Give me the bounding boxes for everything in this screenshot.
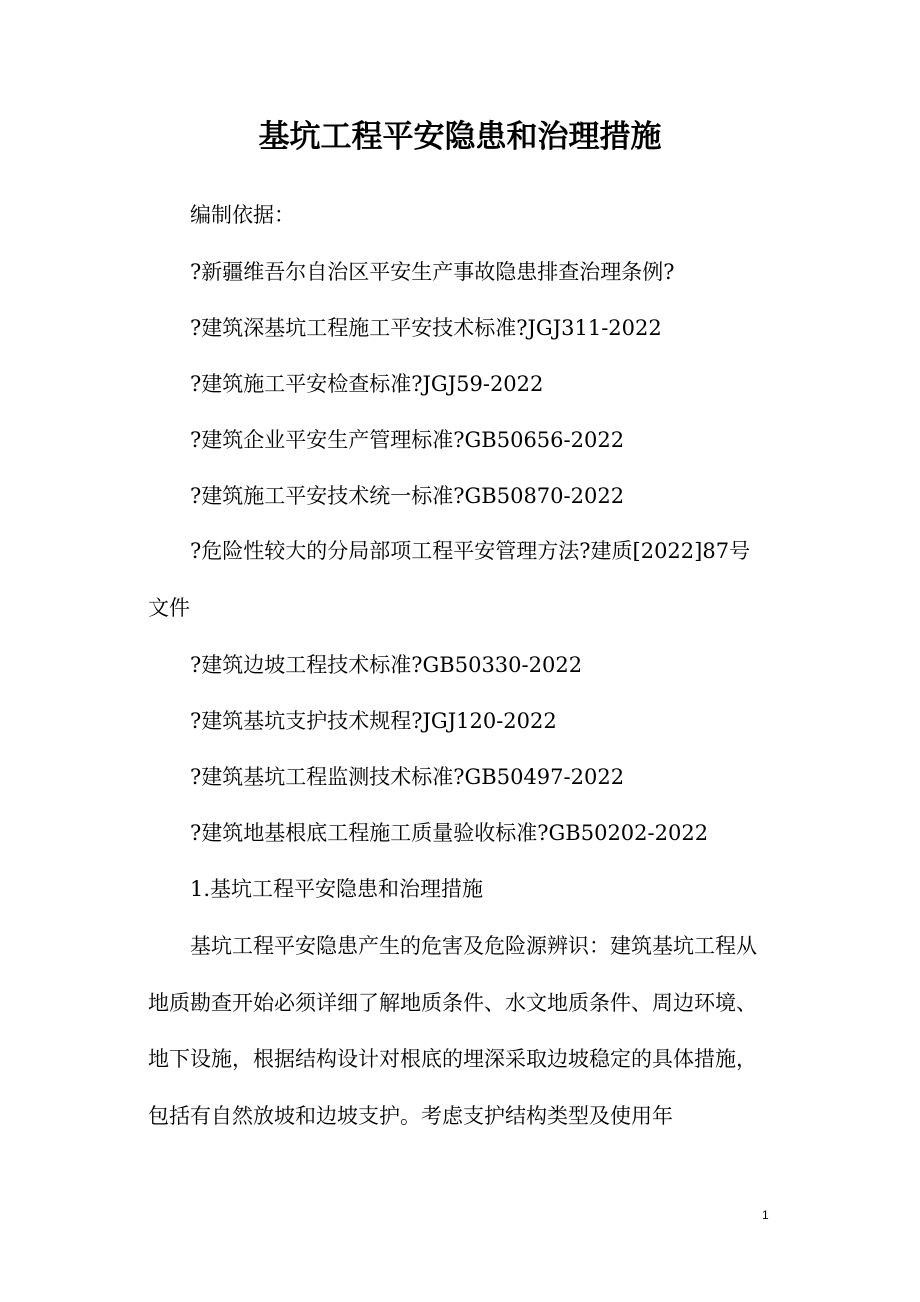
page-number: 1 (762, 1208, 769, 1222)
reference-item: ?建筑地基根底工程施工质量验收标准?GB50202-2022 (190, 821, 709, 845)
body-paragraph: 基坑工程平安隐患产生的危害及危险源辨识：建筑基坑工程从地质勘查开始必须详细了解地质条件、水文地质条件、周边环境、地下设施，根据结构设计对根底的埋深采取边坡稳定的具体措施，包括有自然放坡和边坡支护。考虑支护结构类型及使用年 (148, 934, 757, 1128)
reference-item: ?建筑基坑支护技术规程?JGJ120-2022 (190, 709, 557, 733)
reference-item: ?建筑深基坑工程施工平安技术标准?JGJ311-2022 (190, 316, 662, 340)
reference-item: ?建筑施工平安检查标准?JGJ59-2022 (190, 372, 544, 396)
reference-item: ?建筑企业平安生产管理标准?GB50656-2022 (190, 428, 625, 452)
document-title: 基坑工程平安隐患和治理措施 (258, 119, 662, 155)
basis-heading: 编制依据： (190, 203, 295, 227)
reference-item: ?建筑基坑工程监测技术标准?GB50497-2022 (190, 765, 625, 789)
reference-item: ?新疆维吾尔自治区平安生产事故隐患排查治理条例? (190, 260, 675, 284)
reference-item: ?建筑边坡工程技术标准?GB50330-2022 (190, 653, 583, 677)
reference-item: ?建筑施工平安技术统一标准?GB50870-2022 (190, 484, 625, 508)
section-heading: 1.基坑工程平安隐患和治理措施 (190, 877, 484, 901)
reference-item-wrapped: ?危险性较大的分局部项工程平安管理方法?建质[2022]87号文件 (148, 539, 751, 620)
